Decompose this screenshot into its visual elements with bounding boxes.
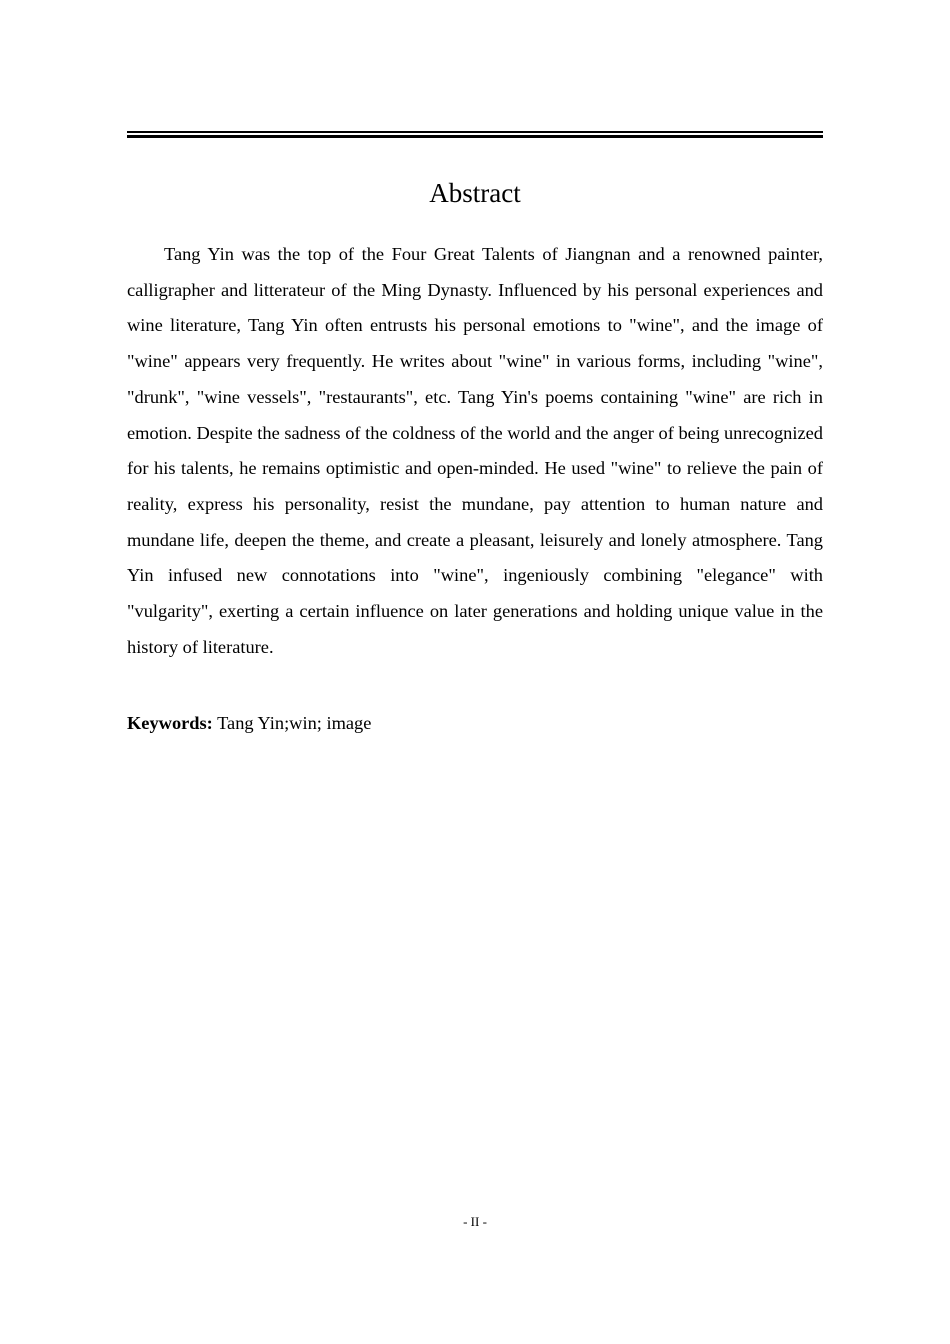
keywords-line — [127, 708, 823, 738]
abstract-paragraph: Tang Yin was the top of the Four Great Talents of Jiangnan and a renowned painter, calligrapher and litterateur of the Ming Dynasty. Influenced by his personal experiences and wine literature, Tang Yin often entrusts his personal emotions to "wine", and the image of "wine" appears very frequently. He writes about "wine" in various forms, including "wine", "drunk", "wine vessels", "restaurants", etc. Tang Yin's poems containing "wine" are rich in emotion. Despite the sadness of the coldness of the world and the anger of being unrecognized for his talents, he remains optimistic and open-minded. He used "wine" to relieve the pain of reality, express his personality, resist the mundane, pay attention to human nature and mundane life, deepen the theme, and create a pleasant, leisurely and lonely atmosphere. Tang Yin infused new connotations into "wine", ingeniously combining "elegance" with "vulgarity", exerting a certain influence on later generations and holding unique value in the history of literature. — [127, 244, 823, 657]
page-number: - II - — [463, 1214, 487, 1229]
header-double-rule — [127, 131, 823, 138]
page-title: Abstract — [429, 178, 521, 208]
keywords-value: Tang Yin;win; image — [217, 713, 372, 733]
keywords-label: Keywords: — [127, 713, 213, 733]
